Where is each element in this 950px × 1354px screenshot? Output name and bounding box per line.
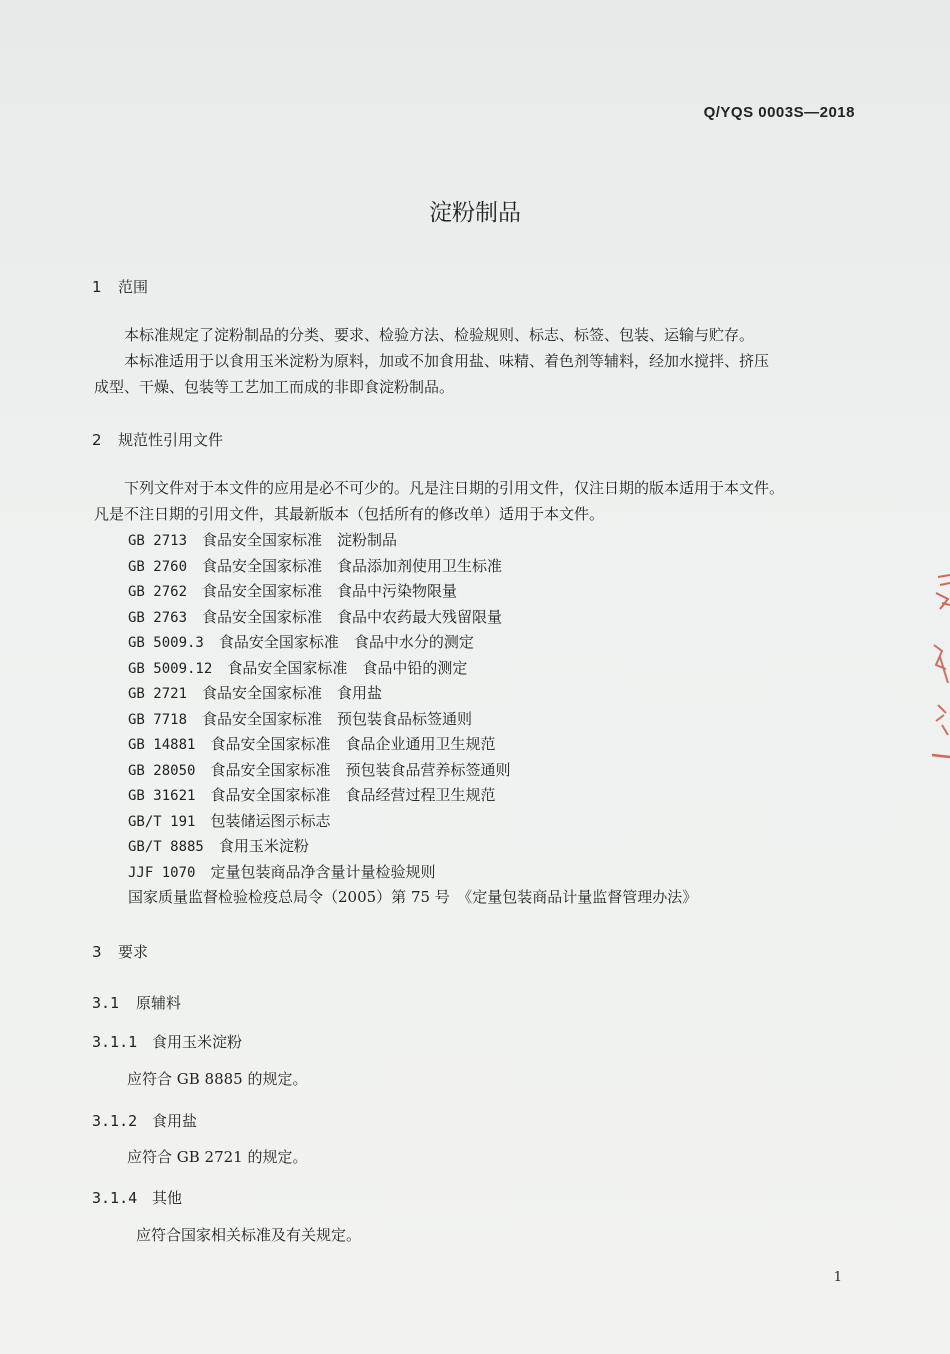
reference-item: [128, 707, 697, 733]
section-2-body: [94, 475, 864, 527]
reference-code: GB 14881: [128, 737, 196, 753]
reference-item: [128, 630, 697, 656]
section-2-heading: [92, 429, 223, 450]
reference-code: GB/T 8885: [128, 839, 204, 855]
reference-code: GB 2763: [128, 609, 188, 626]
reference-item: [128, 732, 697, 758]
reference-code: GB 7718: [128, 711, 188, 728]
reference-title: 食品安全国家标准 预包装食品营养标签通则: [210, 760, 511, 779]
clause-title: 食用盐: [152, 1112, 198, 1130]
reference-item: [128, 885, 697, 911]
section-title: 规范性引用文件: [118, 431, 224, 449]
reference-title: 食品安全国家标准 食品中铅的测定: [227, 658, 468, 677]
section-1-heading: [92, 276, 148, 297]
seal-stamp-fragment: [928, 565, 950, 775]
clause-3-1-4-heading: [92, 1187, 182, 1208]
reference-item: [128, 758, 697, 784]
clause-3-1-2-heading: [92, 1110, 197, 1131]
reference-item: [128, 528, 697, 554]
section-3-heading: [92, 941, 148, 962]
clause-number: 3.1.4: [92, 1189, 138, 1207]
clause-3-1-4-body: 应符合国家相关标准及有关规定。: [136, 1226, 362, 1244]
reference-title: 食品安全国家标准 食品添加剂使用卫生标准: [202, 556, 503, 575]
reference-code: GB 2760: [128, 558, 188, 575]
reference-code: GB 28050: [128, 762, 196, 779]
section-title: 范围: [118, 278, 149, 296]
reference-title: 食品安全国家标准 食用盐: [202, 684, 383, 702]
reference-title: 食品安全国家标准 淀粉制品: [202, 531, 398, 549]
subsection-3-1-heading: [92, 992, 181, 1013]
section-number: 3: [92, 943, 102, 961]
reference-code: GB 2721: [128, 686, 188, 702]
clause-title: 食用玉米淀粉: [152, 1033, 243, 1051]
section-number: 1: [92, 278, 102, 296]
section-title: 要求: [118, 943, 149, 961]
document-title: 淀粉制品: [429, 200, 521, 226]
reference-item: [128, 860, 697, 886]
paragraph-line: 本标准规定了淀粉制品的分类、要求、检验方法、检验规则、标志、标签、包装、运输与贮存。: [94, 326, 755, 344]
subsection-number: 3.1: [92, 994, 120, 1012]
reference-code: GB 2713: [128, 533, 188, 549]
clause-title: 其他: [152, 1189, 183, 1207]
reference-item: [128, 554, 697, 580]
reference-item: [128, 656, 697, 682]
reference-code: GB 2762: [128, 584, 188, 600]
reference-item: [128, 579, 697, 605]
reference-title: 定量包装商品净含量计量检验规则: [210, 862, 436, 881]
clause-3-1-1-body: 应符合 GB 8885 的规定。: [127, 1070, 308, 1088]
paragraph-line: 下列文件对于本文件的应用是必不可少的。凡是注日期的引用文件，仅注日期的版本适用于本文件。: [94, 479, 785, 497]
reference-code: GB/T 191: [128, 813, 196, 830]
reference-title: 食品安全国家标准 食品经营过程卫生规范: [210, 786, 496, 804]
reference-code: GB 31621: [128, 788, 196, 804]
clause-number: 3.1.2: [92, 1112, 138, 1130]
reference-title: 食品安全国家标准 食品中水分的测定: [218, 633, 474, 651]
reference-item: [128, 681, 697, 707]
section-number: 2: [92, 431, 102, 449]
subsection-title: 原辅料: [136, 994, 182, 1012]
section-1-body: [94, 322, 864, 400]
reference-item: [128, 834, 697, 860]
reference-title: 食品安全国家标准 食品企业通用卫生规范: [210, 735, 496, 753]
reference-code: GB 5009.12: [128, 660, 213, 677]
standard-code: Q/YQS 0003S—2018: [703, 104, 855, 121]
reference-item: [128, 809, 697, 835]
reference-item: [128, 605, 697, 631]
reference-list: [128, 528, 697, 911]
reference-title: 食品安全国家标准 食品中农药最大残留限量: [202, 607, 503, 626]
clause-3-1-2-body: 应符合 GB 2721 的规定。: [127, 1148, 308, 1166]
paragraph-line: 成型、干燥、包装等工艺加工而成的非即食淀粉制品。: [94, 378, 455, 396]
paragraph-line: 凡是不注日期的引用文件，其最新版本（包括所有的修改单）适用于本文件。: [94, 505, 605, 523]
clause-number: 3.1.1: [92, 1033, 138, 1051]
page-number: 1: [833, 1270, 842, 1285]
reference-title: 食品安全国家标准 食品中污染物限量: [202, 582, 458, 600]
reference-title: 食品安全国家标准 预包装食品标签通则: [202, 709, 473, 728]
paragraph-line: 本标准适用于以食用玉米淀粉为原料，加或不加食用盐、味精、着色剂等辅料，经加水搅拌、挤压: [94, 352, 770, 370]
reference-item: [128, 783, 697, 809]
reference-title: 包装储运图示标志: [210, 811, 331, 830]
clause-3-1-1-heading: [92, 1031, 242, 1052]
reference-code: JJF 1070: [128, 864, 196, 881]
reference-code: GB 5009.3: [128, 635, 204, 651]
reference-title: 国家质量监督检验检疫总局令（2005）第 75 号 《定量包装商品计量监督管理办法》: [128, 888, 698, 906]
reference-title: 食用玉米淀粉: [218, 837, 309, 855]
